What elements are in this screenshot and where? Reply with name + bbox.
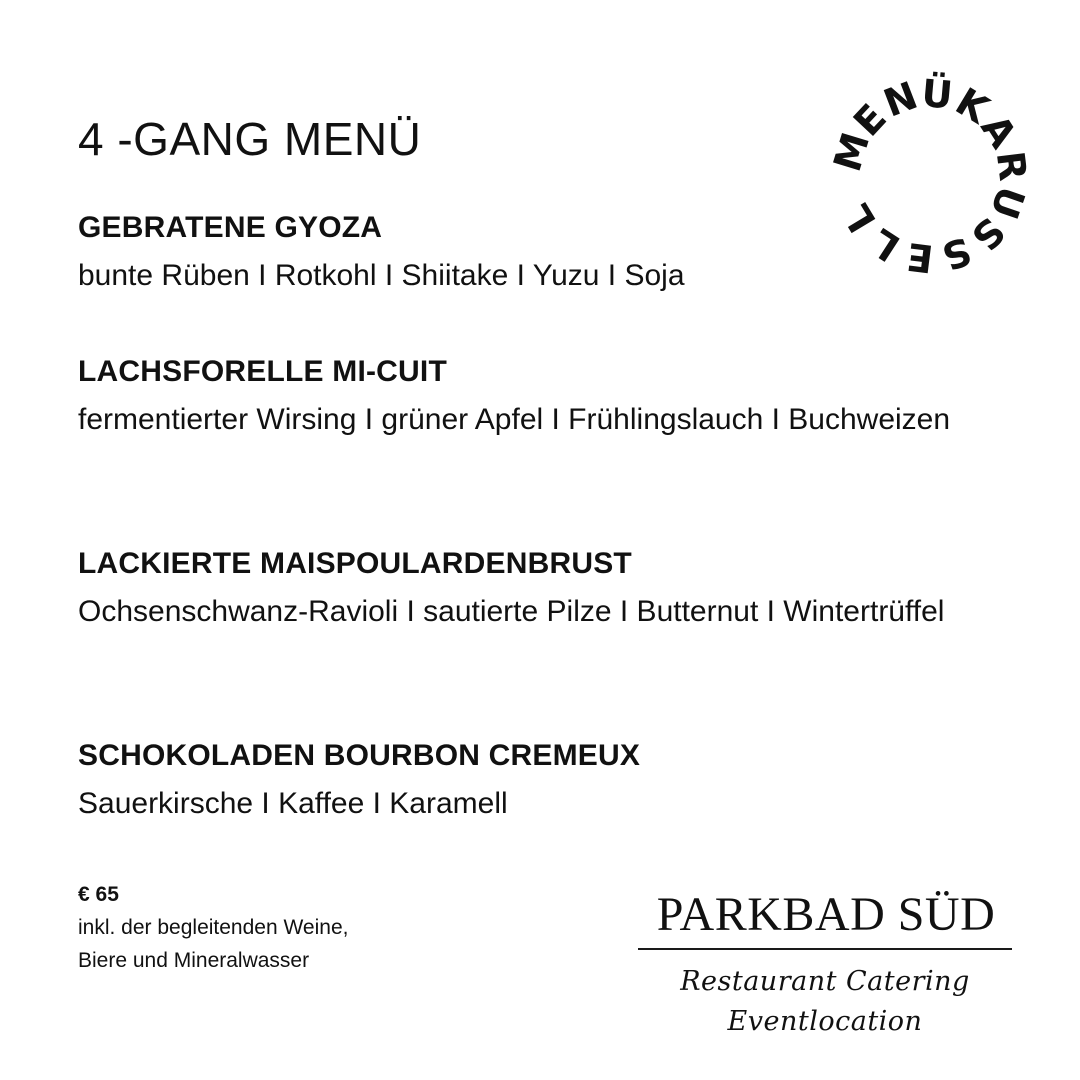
logo-subtitle: Restaurant Catering Eventlocation	[680, 966, 970, 1037]
stamp-letter: M	[825, 127, 879, 177]
course-description: Sauerkirsche I Kaffee I Karamell	[78, 787, 508, 820]
stamp-letter: K	[948, 79, 997, 133]
stamp-letter: N	[877, 73, 924, 126]
menu-title: 4 -GANG MENÜ	[78, 113, 422, 165]
parkbad-sued-logo	[600, 884, 1050, 1037]
course-2	[78, 352, 978, 444]
price-block	[78, 878, 348, 977]
stamp-letter: S	[936, 228, 977, 279]
course-description: Ochsenschwanz-Ravioli I sautierte Pilze I Butternut I Wintertrüffel	[78, 595, 945, 628]
price-note: Biere und Mineralwasser	[78, 949, 310, 972]
logo-divider	[638, 948, 1012, 950]
course-name: LACKIERTE MAISPOULARDENBRUST	[78, 547, 632, 580]
menukarussell-stamp-logo	[820, 66, 1040, 286]
stamp-letter: L	[863, 219, 908, 270]
course-3	[78, 544, 978, 636]
price-note: inkl. der begleitenden Weine,	[78, 916, 349, 939]
course-description: bunte Rüben I Rotkohl I Shiitake I Yuzu I Soja	[78, 259, 685, 292]
stamp-letter: Ü	[919, 71, 955, 118]
course-name: LACHSFORELLE MI-CUIT	[78, 355, 447, 388]
stamp-letter: L	[834, 196, 885, 240]
stamp-letter: A	[972, 107, 1026, 156]
stamp-letter: U	[981, 180, 1034, 225]
course-name: GEBRATENE GYOZA	[78, 211, 383, 244]
stamp-letter: E	[845, 95, 895, 145]
price: € 65	[78, 883, 119, 906]
stamp-letter: S	[962, 208, 1014, 260]
course-description: fermentierter Wirsing I grüner Apfel I Frühlingslauch I Buchweizen	[78, 403, 951, 436]
course-name: SCHOKOLADEN BOURBON CREMEUX	[78, 739, 641, 772]
stamp-letter: R	[987, 148, 1036, 184]
course-4	[78, 736, 978, 828]
logo-name: PARKBAD SÜD	[656, 888, 996, 941]
stamp-letter: E	[904, 233, 936, 281]
